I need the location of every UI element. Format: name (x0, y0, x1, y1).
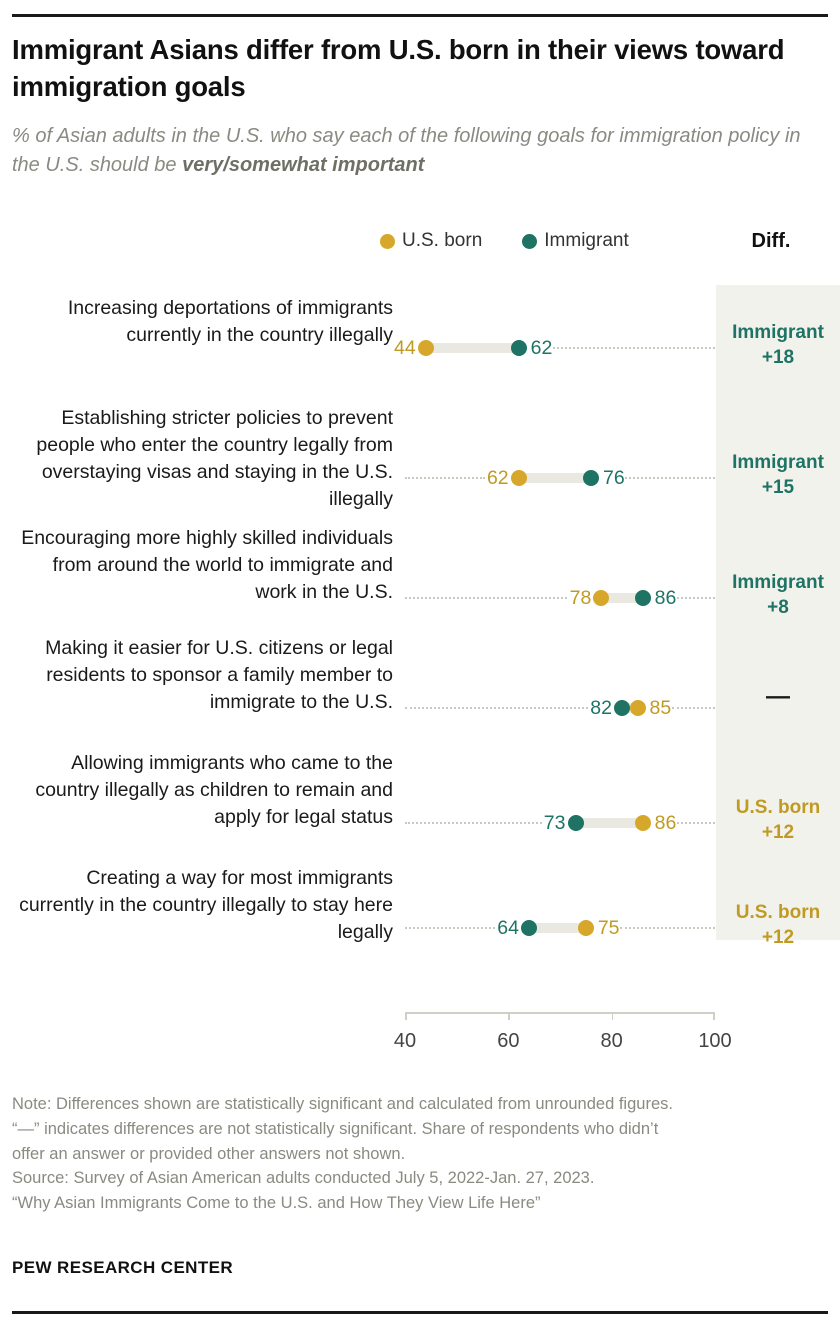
row-track (405, 583, 715, 613)
value-label-left: 64 (497, 917, 519, 939)
leader-line-left (405, 597, 567, 601)
note-line-3: offer an answer or provided other answers not shown. (12, 1144, 406, 1163)
chart-legend (380, 230, 629, 252)
value-label-left: 44 (393, 337, 416, 359)
row-track (405, 463, 715, 493)
value-label-right: 62 (530, 337, 553, 359)
connector-bar (519, 473, 591, 483)
legend-dot-us-born-icon (380, 234, 395, 249)
diff-value: Immigrant +18 (732, 322, 824, 368)
point-us-born (630, 700, 646, 716)
legend-item-us-born (380, 230, 482, 252)
diff-column-header: Diff. (751, 230, 791, 252)
diff-value: Immigrant +8 (732, 572, 824, 618)
leader-line-right (553, 347, 715, 351)
value-label-right: 86 (654, 587, 677, 609)
value-label-right: 75 (597, 917, 620, 939)
diff-value: U.S. born +12 (735, 797, 821, 843)
x-axis-tick-label: 60 (497, 1030, 520, 1052)
row-category-label: Making it easier for U.S. citizens or legal residents to sponsor a family member to immigrate to the U.S. (45, 637, 393, 713)
chart-subtitle (12, 122, 812, 180)
legend-label-immigrant: Immigrant (544, 230, 629, 251)
diff-value: — (766, 683, 790, 710)
x-axis-tick (612, 1012, 614, 1020)
x-axis-tick-label: 100 (698, 1030, 732, 1052)
page-title: Immigrant Asians differ from U.S. born in their views toward immigration goals (12, 34, 785, 102)
row-category-label: Creating a way for most immigrants currently in the country illegally to stay here legally (19, 867, 393, 943)
connector-bar (426, 343, 519, 353)
row-category-label: Allowing immigrants who came to the country illegally as children to remain and apply for legal status (35, 752, 393, 828)
point-us-born (418, 340, 434, 356)
x-axis-tick (508, 1012, 510, 1020)
diff-value: Immigrant +15 (732, 452, 824, 498)
leader-line-right (672, 707, 716, 711)
point-immigrant (583, 470, 599, 486)
leader-line-left (405, 707, 588, 711)
value-label-right: 86 (654, 812, 677, 834)
diff-value: U.S. born +12 (735, 902, 821, 948)
subtitle-emphasis: very/somewhat important (182, 154, 425, 176)
row-category-label: Encouraging more highly skilled individuals from around the world to immigrate and work in the U.S. (21, 527, 393, 603)
bottom-divider (12, 1311, 828, 1314)
x-axis-tick-label: 80 (600, 1030, 623, 1052)
point-us-born (511, 470, 527, 486)
x-axis (393, 1012, 732, 1072)
leader-line-left (405, 927, 495, 931)
point-immigrant (521, 920, 537, 936)
leader-line-right (625, 477, 715, 481)
x-axis-tick (405, 1012, 407, 1020)
leader-line-right (620, 927, 715, 931)
point-immigrant (568, 815, 584, 831)
note-line-4: Source: Survey of Asian American adults conducted July 5, 2022-Jan. 27, 2023. (12, 1169, 595, 1188)
value-label-left: 82 (590, 697, 612, 719)
chart-notes (12, 1092, 828, 1216)
leader-line-left (405, 477, 485, 481)
note-line-2: “—” indicates differences are not statistically significant. Share of respondents who didn’t (12, 1119, 659, 1138)
note-line-5: “Why Asian Immigrants Come to the U.S. and How They View Life Here” (12, 1194, 541, 1212)
subtitle-text: % of Asian adults in the U.S. who say each of the following goals for immigration policy in the U.S. should be (12, 125, 801, 176)
top-divider (12, 14, 828, 17)
value-label-left: 62 (486, 467, 509, 489)
point-immigrant (635, 590, 651, 606)
legend-dot-immigrant-icon (522, 234, 537, 249)
row-track (393, 333, 715, 363)
value-label-right: 76 (603, 467, 625, 489)
row-category-label: Establishing stricter policies to prevent people who enter the country legally from overstaying visas and staying in the U.S. illegally (36, 407, 393, 510)
connector-bar (576, 818, 643, 828)
leader-line-left (405, 822, 542, 826)
note-line-1: Note: Differences shown are statistically significant and calculated from unrounded figures. (12, 1095, 673, 1113)
value-label-left: 78 (569, 587, 592, 609)
leader-line-right (677, 597, 715, 601)
source-footer: PEW RESEARCH CENTER (12, 1258, 234, 1277)
leader-line-right (677, 822, 715, 826)
legend-label-us-born: U.S. born (402, 230, 483, 251)
x-axis-tick (713, 1012, 715, 1020)
value-label-left: 73 (543, 812, 566, 834)
legend-item-immigrant (522, 230, 628, 252)
point-immigrant (614, 700, 630, 716)
point-us-born (578, 920, 594, 936)
value-label-right: 85 (649, 697, 672, 719)
row-track (405, 693, 715, 723)
row-track (405, 808, 715, 838)
row-track (405, 913, 715, 943)
x-axis-line (405, 1012, 715, 1014)
point-us-born (635, 815, 651, 831)
row-category-label: Increasing deportations of immigrants currently in the country illegally (67, 297, 393, 346)
dumbbell-chart-plot (0, 285, 840, 948)
x-axis-tick-label: 40 (393, 1030, 417, 1052)
point-immigrant (511, 340, 527, 356)
point-us-born (593, 590, 609, 606)
